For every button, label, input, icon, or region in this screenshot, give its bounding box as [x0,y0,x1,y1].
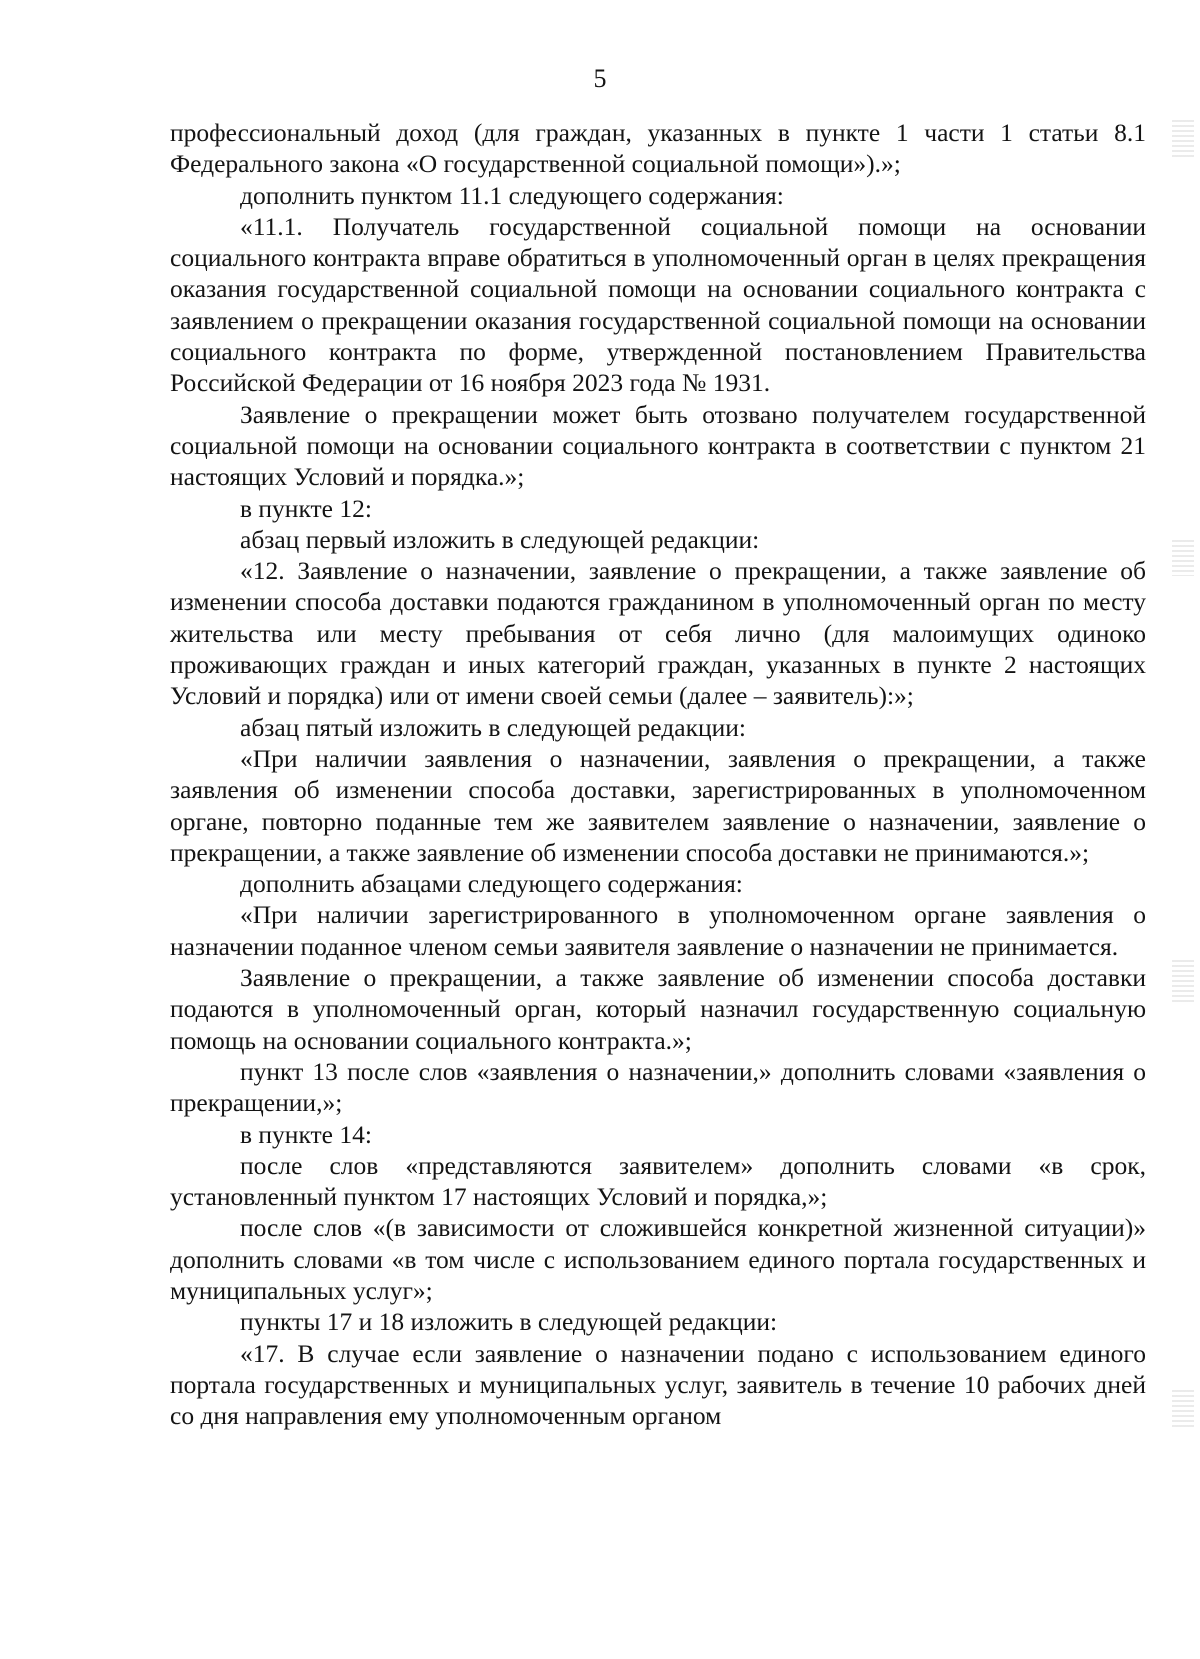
paragraph-3: «11.1. Получатель государственной социальной помощи на основании социального контракта вправе обратиться в уполномоченный орган в целях прекращения оказания государственной социальной помощи на основании социального контракта с заявлением о прекращении оказания государственной социальной помощи на основании социального контракта по форме, утвержденной постановлением Правительства Российской Федерации от 16 ноября 2023 года № 1931. [170,211,1146,398]
paragraph-18: «17. В случае если заявление о назначении подано с использованием единого портала государственных и муниципальных услуг, заявитель в течение 10 рабочих дней со дня направления ему уполномоченным органом [170,1338,1146,1431]
paragraph-1: профессиональный доход (для граждан, указанных в пункте 1 части 1 статьи 8.1 Федерального закона «О государственной социальной помощи»).»; [170,118,1146,179]
document-body [170,117,1146,1431]
paragraph-11: «При наличии зарегистрированного в уполномоченном органе заявления о назначении поданное членом семьи заявителя заявление о назначении не принимается. [170,900,1146,961]
paragraph-12: Заявление о прекращении, а также заявление об изменении способа доставки подаются в уполномоченный орган, который назначил государственную социальную помощь на основании социального контракта.»; [170,963,1146,1055]
page-number: 5 [593,64,607,93]
paragraph-14: в пункте 14: [240,1119,372,1149]
scan-speckle [1172,1390,1194,1430]
paragraph-9: «При наличии заявления о назначении, заявления о прекращении, а также заявления об изменении способа доставки, зарегистрированных в уполномоченном органе, повторно поданные тем же заявителем заявление о назначении, заявление о прекращении, а также заявление об изменении способа доставки не принимаются.»; [170,743,1146,867]
paragraph-5: в пункте 12: [240,493,372,523]
paragraph-15: после слов «представляются заявителем» дополнить словами «в срок, установленный пунктом 17 настоящих Условий и порядка,»; [170,1150,1146,1212]
paragraph-10: дополнить абзацами следующего содержания: [240,869,743,899]
scan-speckle [1172,120,1194,160]
paragraph-13: пункт 13 после слов «заявления о назначении,» дополнить словами «заявления о прекращении,»; [170,1056,1146,1118]
paragraph-2: дополнить пунктом 11.1 следующего содержания: [240,180,784,210]
scan-speckle [1172,540,1194,576]
paragraph-4: Заявление о прекращении может быть отозвано получателем государственной социальной помощи на основании социального контракта в соответствии с пунктом 21 настоящих Условий и порядка.»; [170,399,1146,492]
paragraph-7: «12. Заявление о назначении, заявление о прекращении, а также заявление об изменении способа доставки подаются гражданином в уполномоченный орган по месту жительства или месту пребывания от себя лично (для малоимущих одиноко проживающих граждан и иных категорий граждан, указанных в пункте 2 настоящих Условий и порядка) или от имени своей семьи (далее – заявитель):»; [170,556,1146,711]
paragraph-16: после слов «(в зависимости от сложившейся конкретной жизненной ситуации)» дополнить словами «в том числе с использованием единого портала государственных и муниципальных услуг»; [170,1213,1146,1305]
paragraph-17: пункты 17 и 18 изложить в следующей редакции: [240,1307,778,1337]
paragraph-8: абзац пятый изложить в следующей редакции: [240,712,746,742]
scan-speckle [1172,960,1194,1004]
paragraph-6: абзац первый изложить в следующей редакции: [240,524,760,554]
